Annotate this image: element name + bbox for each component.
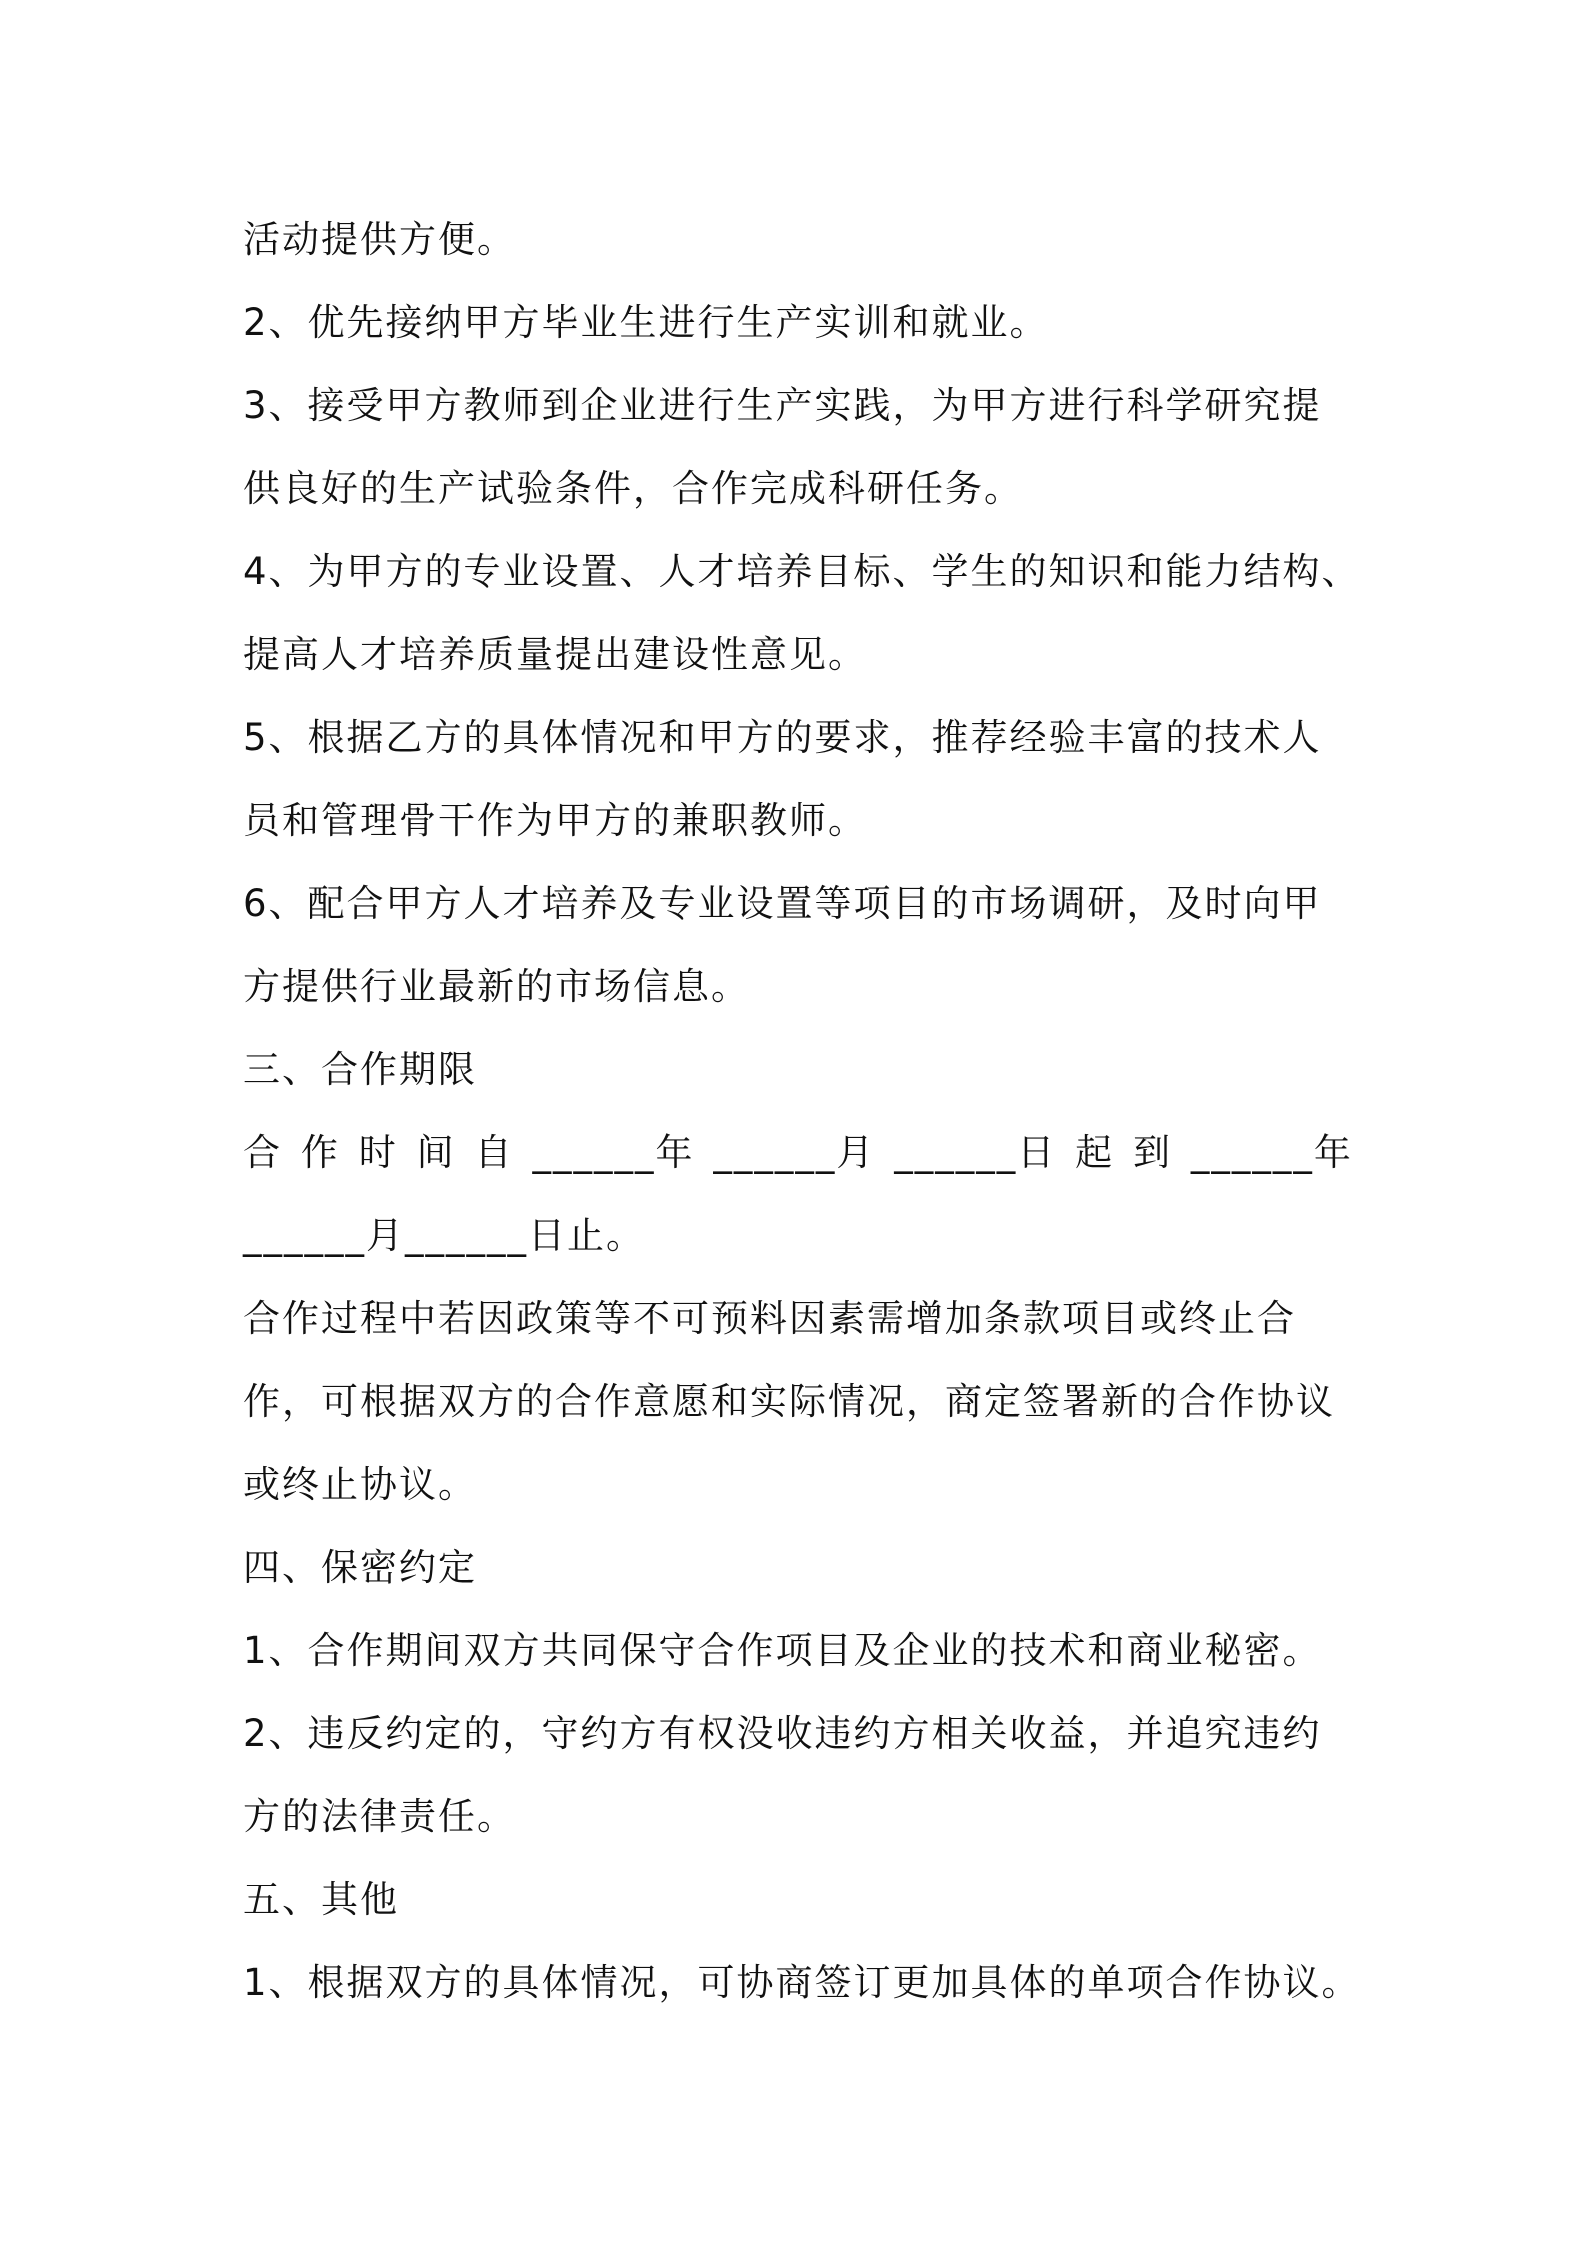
term-token: 到 [1133, 1131, 1173, 1174]
text-line: 5、根据乙方的具体情况和甲方的要求，推荐经验丰富的技术人 [243, 716, 1322, 759]
text-line: 员和管理骨干作为甲方的兼职教师。 [243, 799, 867, 842]
term-token: 自 [474, 1131, 514, 1174]
text-line: 6、配合甲方人才培养及专业设置等项目的市场调研，及时向甲 [243, 882, 1322, 925]
term-token: ______年 [532, 1131, 695, 1174]
text-line: 2、优先接纳甲方毕业生进行生产实训和就业。 [243, 301, 1049, 344]
term-line [243, 1111, 1353, 1194]
text-line: 提高人才培养质量提出建设性意见。 [243, 633, 867, 676]
term-token: 合 [243, 1131, 282, 1174]
term-token: ______月 [713, 1131, 876, 1174]
term-token: 起 [1075, 1131, 1115, 1174]
section-heading: 五、其他 [243, 1878, 399, 1921]
term-token: ______日 [894, 1131, 1057, 1174]
text-line: 方提供行业最新的市场信息。 [243, 965, 750, 1008]
text-line: 1、合作期间双方共同保守合作项目及企业的技术和商业秘密。 [243, 1629, 1322, 1672]
text-line: 3、接受甲方教师到企业进行生产实践，为甲方进行科学研究提 [243, 384, 1322, 427]
text-line: 4、为甲方的专业设置、人才培养目标、学生的知识和能力结构、 [243, 550, 1361, 593]
section-heading: 三、合作期限 [243, 1048, 477, 1091]
term-token: ______年 [1190, 1131, 1353, 1174]
text-line: ______月______日止。 [243, 1214, 645, 1257]
text-line: 作，可根据双方的合作意愿和实际情况，商定签署新的合作协议 [243, 1380, 1335, 1423]
text-line: 1、根据双方的具体情况，可协商签订更加具体的单项合作协议。 [243, 1961, 1361, 2004]
text-line: 合作过程中若因政策等不可预料因素需增加条款项目或终止合 [243, 1297, 1296, 1340]
term-token: 时 [358, 1131, 398, 1174]
document-body [243, 198, 1373, 2024]
text-line: 2、违反约定的，守约方有权没收违约方相关收益，并追究违约 [243, 1712, 1322, 1755]
section-heading: 四、保密约定 [243, 1546, 477, 1589]
text-line: 供良好的生产试验条件，合作完成科研任务。 [243, 467, 1023, 510]
text-line: 活动提供方便。 [243, 218, 516, 261]
text-line: 或终止协议。 [243, 1463, 477, 1506]
term-token: 间 [416, 1131, 456, 1174]
text-line: 方的法律责任。 [243, 1795, 516, 1838]
term-token: 作 [300, 1131, 340, 1174]
